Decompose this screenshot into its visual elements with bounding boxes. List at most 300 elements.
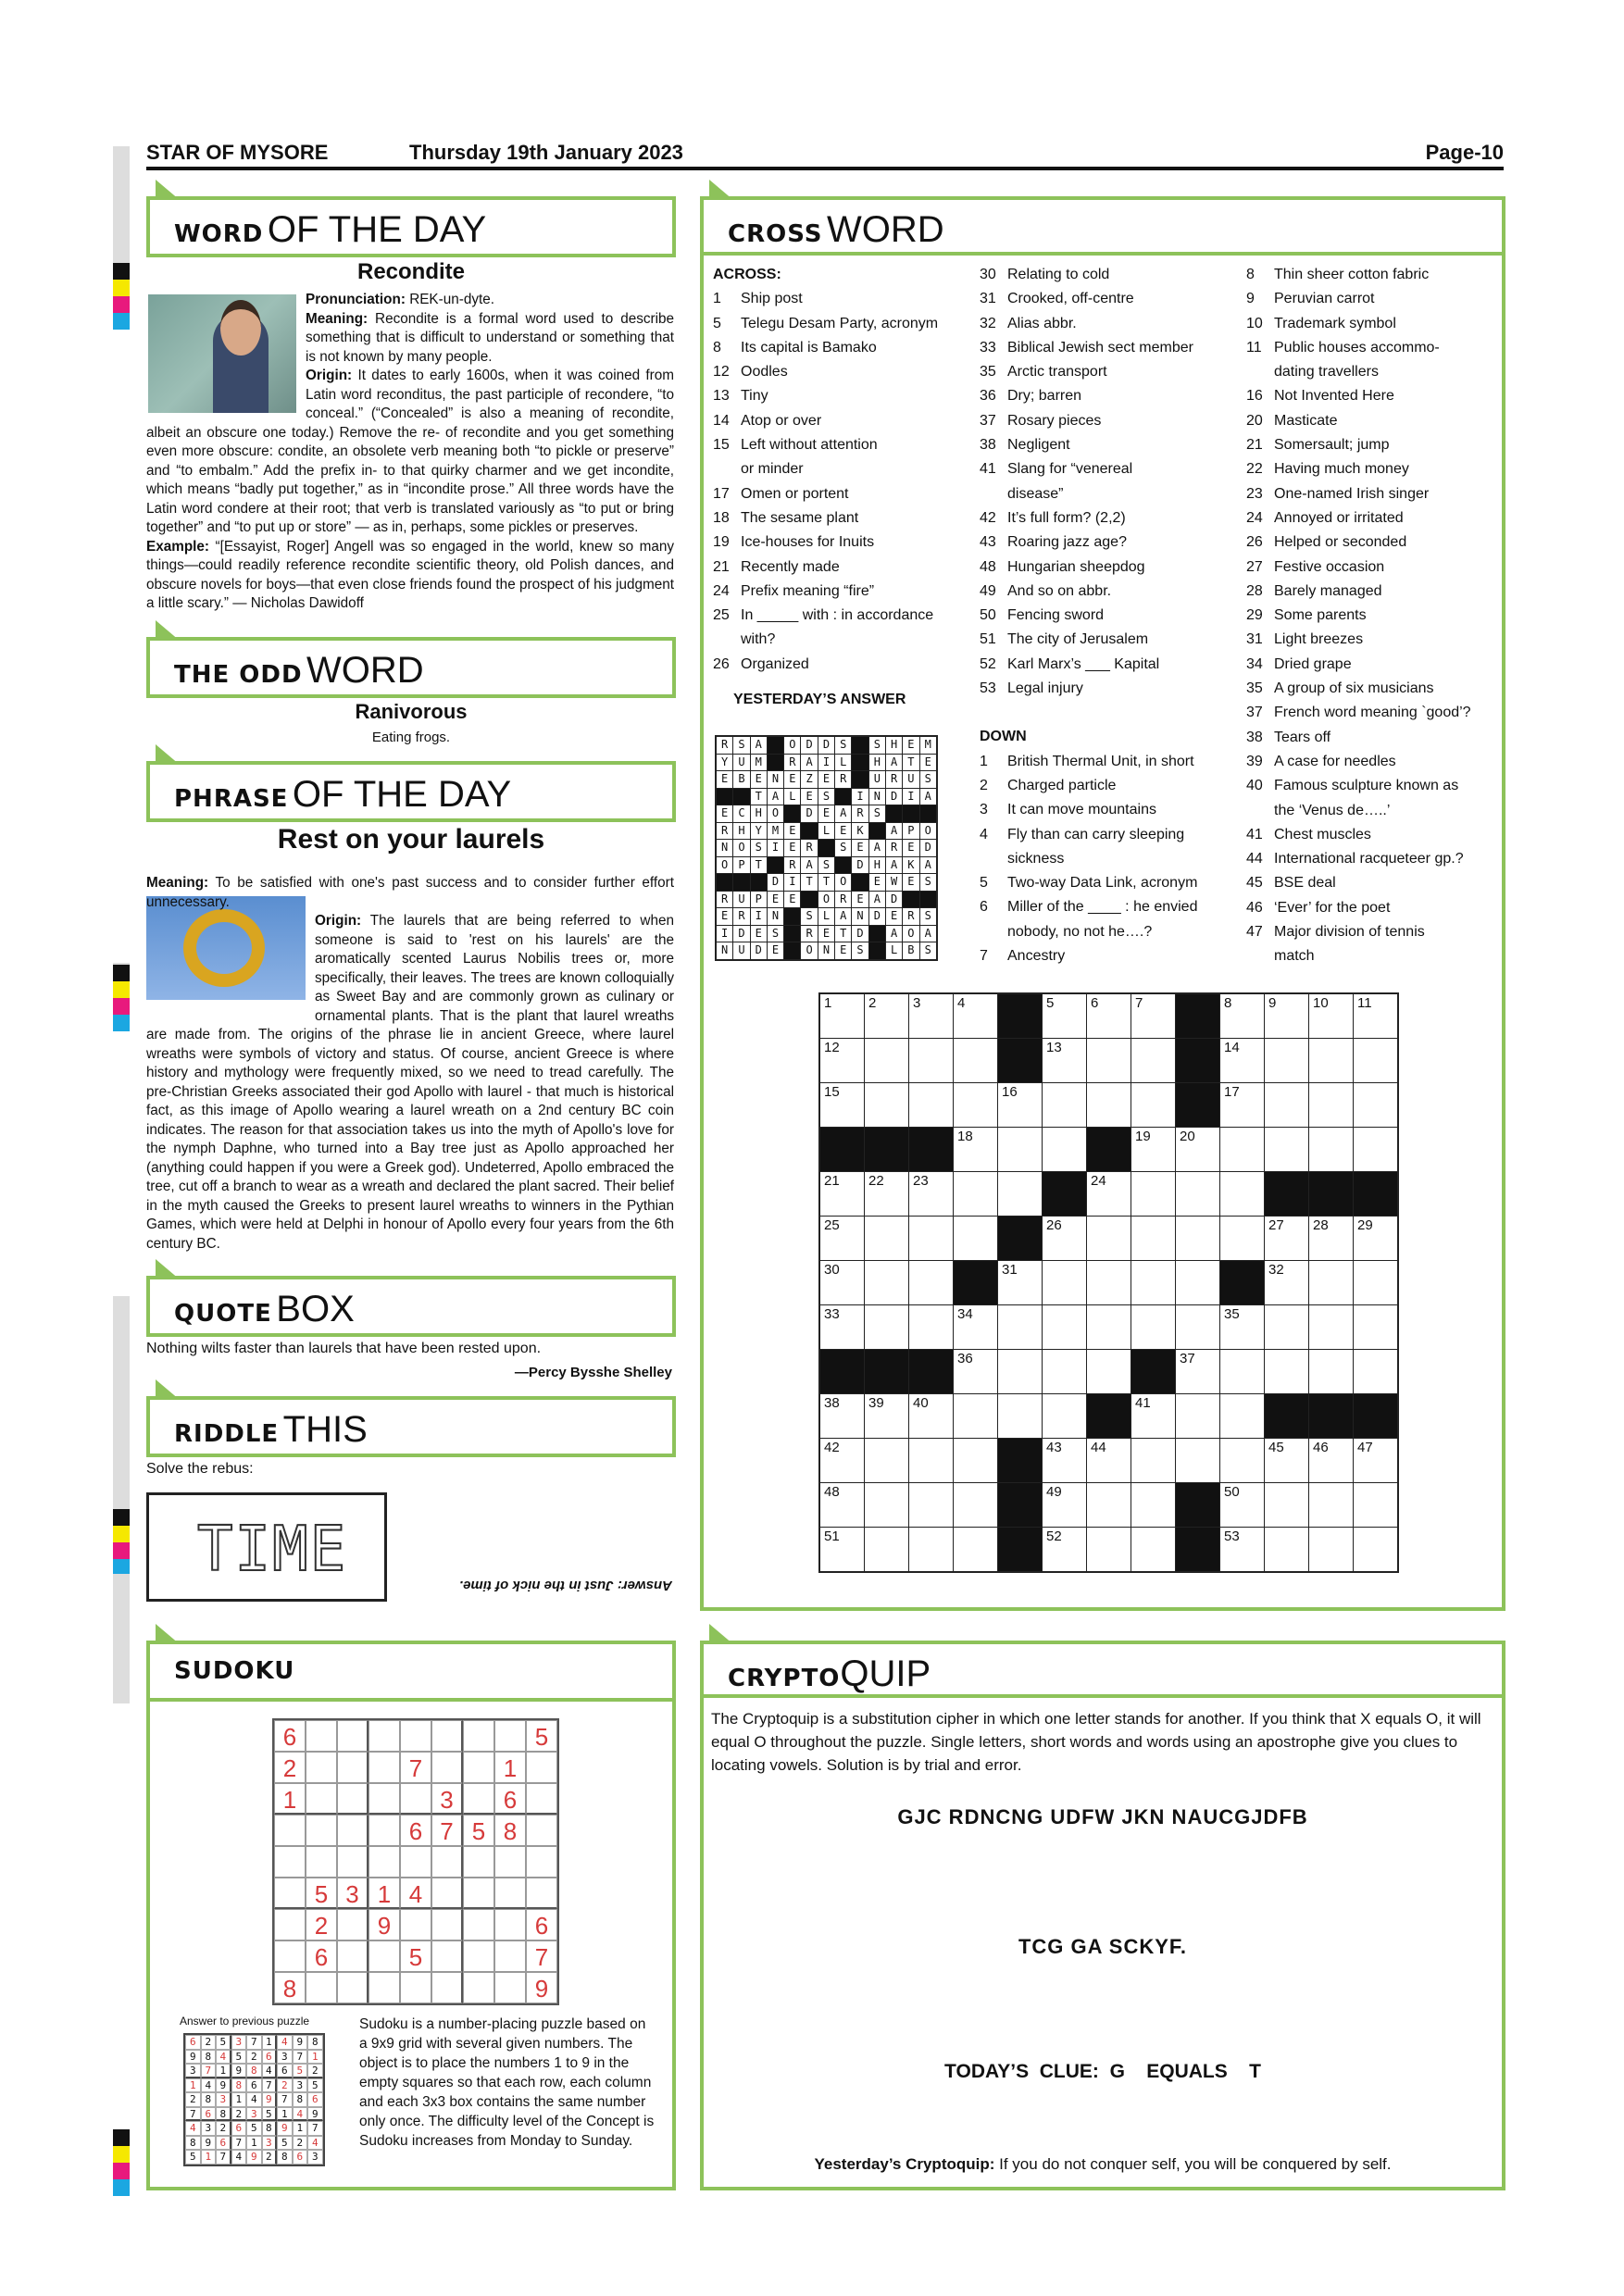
crossword-cell[interactable] [865,1305,908,1349]
sudoku-cell[interactable] [431,1720,463,1752]
crossword-cell[interactable] [909,1394,953,1438]
crossword-cell[interactable] [865,1528,908,1571]
crossword-cell[interactable] [1043,1261,1086,1304]
crossword-cell[interactable] [1043,994,1086,1038]
crossword-cell[interactable] [1087,1217,1131,1260]
sudoku-cell[interactable]: 2 [274,1752,306,1783]
crossword-cell[interactable] [1309,1305,1353,1349]
prev-sudoku-cell: 1 [277,2107,293,2122]
clue [980,580,1239,604]
answer-cell: U [733,755,749,771]
sudoku-cell[interactable] [369,1815,400,1846]
sudoku-cell[interactable] [369,1783,400,1815]
prev-sudoku-cell: 4 [307,2136,323,2151]
crossword-cell[interactable] [1265,1083,1308,1127]
crossword-cell[interactable] [909,994,953,1038]
sudoku-cell[interactable] [463,1972,494,2003]
crossword-cell[interactable] [865,994,908,1038]
crossword-cell[interactable] [998,1083,1042,1127]
clue-number: 23 [1246,485,1263,502]
crossword-cell[interactable] [865,1083,908,1127]
black-square [784,926,800,942]
sudoku-cell[interactable] [494,1940,526,1972]
crossword-cell[interactable] [1131,1128,1175,1171]
sudoku-cell[interactable]: 3 [337,1878,369,1909]
clue-text: Fencing sword [1007,607,1105,624]
crossword-cell[interactable] [865,1483,908,1527]
crossword-cell[interactable] [1354,1439,1397,1482]
crossword-cell[interactable] [998,1128,1042,1171]
crossword-cell[interactable] [1309,1128,1353,1171]
crossword-cell[interactable] [1131,1305,1175,1349]
crossword-cell[interactable] [954,1305,997,1349]
crossword-cell[interactable] [1043,1394,1086,1438]
sudoku-cell[interactable] [369,1720,400,1752]
crossword-grid[interactable] [818,992,1399,1573]
clue [1246,896,1496,920]
crossword-cell[interactable] [865,1394,908,1438]
sudoku-cell[interactable]: 2 [306,1909,337,1940]
sudoku-cell[interactable]: 7 [526,1940,557,1972]
crossword-cell[interactable] [1043,1528,1086,1571]
crossword-cell[interactable] [1043,1439,1086,1482]
clue-text: International racqueteer gp.? [1274,851,1464,867]
sudoku-cell[interactable]: 3 [431,1783,463,1815]
prev-sudoku-cell: 2 [262,2150,278,2165]
answer-cell: S [835,737,851,754]
crossword-cell[interactable] [1265,1439,1308,1482]
crossword-cell[interactable] [1309,1483,1353,1527]
answer-cell: R [852,805,868,822]
crossword-cell[interactable] [1176,1439,1219,1482]
answer-cell: E [784,823,800,840]
sudoku-cell[interactable] [337,1909,369,1940]
crossword-cell[interactable] [1043,1083,1086,1127]
crossword-cell[interactable] [954,1350,997,1393]
crossword-cell[interactable] [909,1172,953,1216]
phrase-origin: The laurels that are being referred to when someone is said to 'rest on his laurels' are the aromatically scented Laurus Nobilis trees or, more specifically, their leaves. The trees are known colloquially as Sweet Bay and are commonly grown as culinary or ornamental plants. That is the plant that laurel wreaths are made from. The origins of the phrase lie in ancient Greece, where laurel wreaths were symbols of victory and status. Of course, ancient Greece is where history and mythology were frequently mixed, so we need to tread carefully. The pre-Christian Greeks associated their god Apollo with laurel - that much is historical fact, as this image of Apollo wearing a laurel wreath on a 2nd century BC coin indicates. The reason for that association takes us into the myth of Apollo's love for the nymph Daphne, who turned into a Bay tree just as Apollo approached her (anything could happen if you were a Greek god). Undeterred, Apollo embraced the tree, cut off a branch to wear as a wreath and declared the plant sacred. Their belief in the myth caused the Greeks to present laurel wreaths to winners in the Pythian Games, which were held at Delphi in honour of Apollo every four years from the 6th century BC. [146,913,674,1252]
clue [980,506,1239,530]
crossword-cell[interactable] [998,1172,1042,1216]
clue [980,457,1239,481]
yesterday-text: If you do not conquer self, you will be conquered by self. [999,2155,1392,2173]
sudoku-cell[interactable] [274,1815,306,1846]
answer-cell: R [903,908,918,925]
crossword-cell[interactable] [909,1217,953,1260]
sudoku-cell[interactable]: 6 [306,1940,337,1972]
clue-number: 33 [980,339,996,356]
clue [713,312,963,336]
crossword-cell[interactable] [1131,1083,1175,1127]
crossword-cell[interactable] [1309,1261,1353,1304]
crossword-cell[interactable] [1354,1305,1397,1349]
crossword-cell[interactable] [1087,1083,1131,1127]
sudoku-cell[interactable]: 8 [274,1972,306,2003]
clue-number: 23 [913,1173,929,1189]
sudoku-cell[interactable] [400,1972,431,2003]
sudoku-cell[interactable] [274,1878,306,1909]
clue-number: 41 [1246,826,1263,842]
clue-number: 29 [1357,1217,1373,1233]
crossword-cell[interactable] [820,994,864,1038]
sudoku-cell[interactable] [400,1783,431,1815]
sudoku-cell[interactable] [526,1752,557,1783]
crossword-cell[interactable] [1309,994,1353,1038]
clue [1246,312,1496,336]
prev-sudoku-cell: 6 [277,2064,293,2078]
prev-sudoku-cell: 5 [307,2078,323,2093]
crossword-cell[interactable] [1265,1528,1308,1571]
sudoku-cell[interactable] [274,1846,306,1878]
sudoku-cell[interactable] [369,1940,400,1972]
sudoku-cell[interactable] [369,1846,400,1878]
sudoku-cell[interactable] [526,1815,557,1846]
sudoku-cell[interactable] [306,1752,337,1783]
crossword-cell[interactable] [1131,1439,1175,1482]
sudoku-cell[interactable] [463,1720,494,1752]
answer-cell: L [835,755,851,771]
answer-cell: L [886,942,902,959]
sudoku-cell[interactable] [400,1846,431,1878]
crossword-cell[interactable] [820,1039,864,1082]
black-square [865,1128,908,1171]
crossword-cell[interactable] [909,1039,953,1082]
answer-cell: S [920,942,936,959]
corner-flag-icon [156,1624,180,1644]
answer-cell: E [835,823,851,840]
clue [1246,433,1496,457]
crossword-cell[interactable] [909,1439,953,1482]
corner-flag-icon [156,1259,180,1279]
sudoku-cell[interactable]: 1 [369,1878,400,1909]
rebus-word: TIME [197,1514,348,1586]
sudoku-cell[interactable] [274,1940,306,1972]
crossword-cell[interactable] [1043,1350,1086,1393]
crossword-cell[interactable] [1265,1305,1308,1349]
crossword-cell[interactable] [1087,1483,1131,1527]
sudoku-cell[interactable] [526,1783,557,1815]
answer-cell: T [751,789,767,805]
clue [713,530,963,555]
sudoku-cell[interactable] [337,1846,369,1878]
crossword-cell[interactable] [1220,1483,1264,1527]
sudoku-cell[interactable] [306,1972,337,2003]
clue-number: 49 [1046,1484,1062,1500]
sudoku-cell[interactable] [306,1783,337,1815]
sudoku-cell[interactable]: 9 [369,1909,400,1940]
sudoku-cell[interactable] [526,1878,557,1909]
crossword-cell[interactable] [1087,1350,1131,1393]
crossword-cell[interactable] [820,1083,864,1127]
sudoku-cell[interactable] [306,1720,337,1752]
sudoku-cell[interactable] [463,1940,494,1972]
sudoku-cell[interactable] [431,1909,463,1940]
clue-text: Tears off [1274,729,1331,745]
crossword-cell[interactable] [1265,1483,1308,1527]
crossword-cell[interactable] [1176,1350,1219,1393]
crossword-cell[interactable] [1220,1128,1264,1171]
sudoku-cell[interactable]: 5 [526,1720,557,1752]
crossword-cell[interactable] [1176,1172,1219,1216]
clue-text: The sesame plant [741,509,859,526]
crossword-cell[interactable] [1354,1083,1397,1127]
crossword-cell[interactable] [1354,1039,1397,1082]
crossword-cell[interactable] [1265,1217,1308,1260]
crossword-cell[interactable] [1265,994,1308,1038]
crossword-cell[interactable] [1131,994,1175,1038]
crossword-cell[interactable] [909,1083,953,1127]
crossword-cell[interactable] [909,1261,953,1304]
crossword-cell[interactable] [1043,1128,1086,1171]
prev-sudoku-cell: 4 [185,2121,201,2136]
sudoku-cell[interactable] [494,1972,526,2003]
crossword-cell[interactable] [1176,1128,1219,1171]
sudoku-cell[interactable]: 7 [431,1815,463,1846]
black-square [903,805,918,822]
crossword-cell[interactable] [1309,1217,1353,1260]
black-square [1354,1172,1397,1216]
crossword-cell[interactable] [954,1439,997,1482]
clue-number: 4 [957,995,966,1011]
sudoku-cell[interactable] [431,1752,463,1783]
crossword-cell[interactable] [1220,994,1264,1038]
crossword-cell[interactable] [820,1394,864,1438]
crossword-cell[interactable] [1176,1217,1219,1260]
crossword-cell[interactable] [1131,1261,1175,1304]
sudoku-cell[interactable]: 1 [274,1783,306,1815]
sudoku-cell[interactable] [337,1940,369,1972]
crossword-cell[interactable] [1265,1128,1308,1171]
sudoku-cell[interactable] [494,1846,526,1878]
crossword-cell[interactable] [820,1528,864,1571]
answer-cell: H [886,737,902,754]
clue-text: Slang for “venereal [1007,461,1133,478]
sudoku-cell[interactable]: 1 [494,1752,526,1783]
answer-cell: S [869,805,885,822]
clue-text: Its capital is Bamako [741,339,877,356]
crossword-cell[interactable] [865,1439,908,1482]
crossword-cell[interactable] [1087,1439,1131,1482]
quote-text: Nothing wilts faster than laurels that have been rested upon. [146,1341,542,1356]
crossword-cell[interactable] [1131,1172,1175,1216]
crossword-cell[interactable] [1309,1350,1353,1393]
sudoku-cell[interactable] [431,1940,463,1972]
sudoku-cell[interactable] [369,1972,400,2003]
sudoku-cell[interactable]: 6 [526,1909,557,1940]
word-of-day-body [146,291,674,614]
crossword-cell[interactable] [820,1217,864,1260]
sudoku-cell[interactable] [494,1909,526,1940]
crossword-cell[interactable] [1043,1483,1086,1527]
crossword-cell[interactable] [865,1261,908,1304]
answer-cell: R [717,892,732,908]
clue-number: 13 [713,388,730,405]
crossword-cell[interactable] [1087,1039,1131,1082]
crossword-cell[interactable] [1087,994,1131,1038]
sudoku-cell[interactable]: 6 [274,1720,306,1752]
crossword-cell[interactable] [998,1305,1042,1349]
crossword-cell[interactable] [1354,1128,1397,1171]
sudoku-cell[interactable] [337,1752,369,1783]
crossword-cell[interactable] [998,1394,1042,1438]
sudoku-cell[interactable] [369,1752,400,1783]
clue-number: 38 [1246,729,1263,745]
crossword-cell[interactable] [820,1261,864,1304]
answer-cell: A [920,926,936,942]
crossword-cell[interactable] [1354,994,1397,1038]
crossword-cell[interactable] [865,1217,908,1260]
sudoku-cell[interactable]: 6 [494,1783,526,1815]
sudoku-cell[interactable] [463,1752,494,1783]
crossword-cell[interactable] [1220,1350,1264,1393]
crossword-cell[interactable] [865,1039,908,1082]
crossword-cell[interactable] [1131,1039,1175,1082]
crossword-cell[interactable] [1220,1528,1264,1571]
sudoku-cell[interactable] [463,1909,494,1940]
crossword-cell[interactable] [1220,1039,1264,1082]
crossword-cell[interactable] [1354,1261,1397,1304]
crossword-cell[interactable] [1176,1394,1219,1438]
section-title-small: QUOTE [174,1300,272,1328]
crossword-cell[interactable] [954,1039,997,1082]
sudoku-cell[interactable] [337,1783,369,1815]
crossword-cell[interactable] [909,1528,953,1571]
clue-number: 8 [1246,267,1255,282]
crossword-cell[interactable] [1354,1483,1397,1527]
crossword-cell[interactable] [1043,1039,1086,1082]
sudoku-grid[interactable] [272,1718,559,2005]
crossword-cell[interactable] [998,1261,1042,1304]
crossword-cell[interactable] [954,1394,997,1438]
sudoku-cell[interactable] [274,1909,306,1940]
crossword-cell[interactable] [1309,1083,1353,1127]
crossword-cell[interactable] [1087,1172,1131,1216]
sudoku-cell[interactable]: 5 [400,1940,431,1972]
crossword-cell[interactable] [1309,1528,1353,1571]
crossword-cell[interactable] [820,1172,864,1216]
answer-cell: O [903,926,918,942]
crossword-cell[interactable] [1176,1305,1219,1349]
crossword-cell[interactable] [909,1483,953,1527]
sudoku-cell[interactable] [337,1815,369,1846]
crossword-cell[interactable] [1220,1305,1264,1349]
sudoku-cell[interactable]: 8 [494,1815,526,1846]
sudoku-cell[interactable] [400,1720,431,1752]
clue-text: Somersault; jump [1274,437,1390,454]
sudoku-cell[interactable] [463,1878,494,1909]
crossword-cell[interactable] [954,1483,997,1527]
crossword-cell[interactable] [1265,1039,1308,1082]
crossword-cell[interactable] [1087,1261,1131,1304]
clue-text: Prefix meaning “fire” [741,582,875,599]
crossword-cell[interactable] [1309,1439,1353,1482]
sudoku-cell[interactable] [494,1878,526,1909]
clue [713,384,963,408]
sudoku-cell[interactable] [463,1846,494,1878]
sudoku-cell[interactable]: 9 [526,1972,557,2003]
sudoku-cell[interactable]: 7 [400,1752,431,1783]
sudoku-cell[interactable] [494,1720,526,1752]
crossword-cell[interactable] [820,1305,864,1349]
crossword-cell[interactable] [820,1439,864,1482]
black-square [865,1350,908,1393]
sudoku-cell[interactable] [463,1783,494,1815]
answer-cell: U [869,771,885,788]
sudoku-cell[interactable] [337,1720,369,1752]
crossword-cell[interactable] [1265,1261,1308,1304]
answer-cell: N [768,771,783,788]
answer-cell: E [784,840,800,856]
sudoku-cell[interactable] [526,1846,557,1878]
sudoku-cell[interactable] [306,1846,337,1878]
answer-cell: D [801,805,817,822]
issue-date: Thursday 19th January 2023 [409,141,683,164]
clue-text: Omen or portent [741,485,849,502]
black-square [954,1261,997,1304]
crossword-cell[interactable] [909,1305,953,1349]
sudoku-cell[interactable]: 5 [306,1878,337,1909]
crossword-cell[interactable] [1309,1039,1353,1082]
crossword-cell[interactable] [954,1217,997,1260]
clue-number: 47 [1246,924,1263,941]
crossword-cell[interactable] [1131,1483,1175,1527]
crossword-cell[interactable] [954,1128,997,1171]
crossword-cell[interactable] [1220,1394,1264,1438]
sudoku-cell[interactable] [306,1815,337,1846]
crossword-cell[interactable] [954,1172,997,1216]
crossword-cell[interactable] [1220,1172,1264,1216]
clue-number: 27 [1268,1217,1284,1233]
crossword-cell[interactable] [954,1083,997,1127]
crossword-cell[interactable] [1131,1394,1175,1438]
crossword-cell[interactable] [1220,1439,1264,1482]
crossword-cell[interactable] [1087,1305,1131,1349]
crossword-cell[interactable] [1043,1217,1086,1260]
crossword-cell[interactable] [1354,1528,1397,1571]
sudoku-cell[interactable]: 5 [463,1815,494,1846]
example-text: “[Essayist, Roger] Angell was so engaged in the world, knew so many things—could readily reference recondite scientific theory, old Polish dances, and obscure novels for boys—that even close friends found the prospect of his judgment a little scary.” — Nicholas Dawidoff [146,538,675,611]
clue [1246,360,1496,384]
sudoku-cell[interactable] [337,1972,369,2003]
prev-sudoku-cell: 9 [277,2121,293,2136]
crossword-cell[interactable] [1131,1528,1175,1571]
black-square [784,908,800,925]
crossword-cell[interactable] [1220,1083,1264,1127]
black-square [998,1483,1042,1527]
crossword-cell[interactable] [1131,1217,1175,1260]
sudoku-cell[interactable]: 6 [400,1815,431,1846]
sudoku-cell[interactable]: 4 [400,1878,431,1909]
answer-cell: O [768,805,783,822]
crossword-cell[interactable] [1354,1217,1397,1260]
sudoku-cell[interactable] [431,1846,463,1878]
sudoku-cell[interactable] [400,1909,431,1940]
crossword-cell[interactable] [998,1350,1042,1393]
crossword-cell[interactable] [1265,1350,1308,1393]
sudoku-cell[interactable] [431,1878,463,1909]
crossword-cell[interactable] [820,1483,864,1527]
crossword-cell[interactable] [1354,1350,1397,1393]
crossword-cell[interactable] [865,1172,908,1216]
sudoku-cell[interactable] [431,1972,463,2003]
crossword-cell[interactable] [1043,1305,1086,1349]
crossword-cell[interactable] [954,1528,997,1571]
clue [1246,263,1496,287]
crossword-cell[interactable] [954,994,997,1038]
crossword-cell[interactable] [1220,1217,1264,1260]
crossword-cell[interactable] [1087,1528,1131,1571]
crossword-cell[interactable] [1176,1261,1219,1304]
